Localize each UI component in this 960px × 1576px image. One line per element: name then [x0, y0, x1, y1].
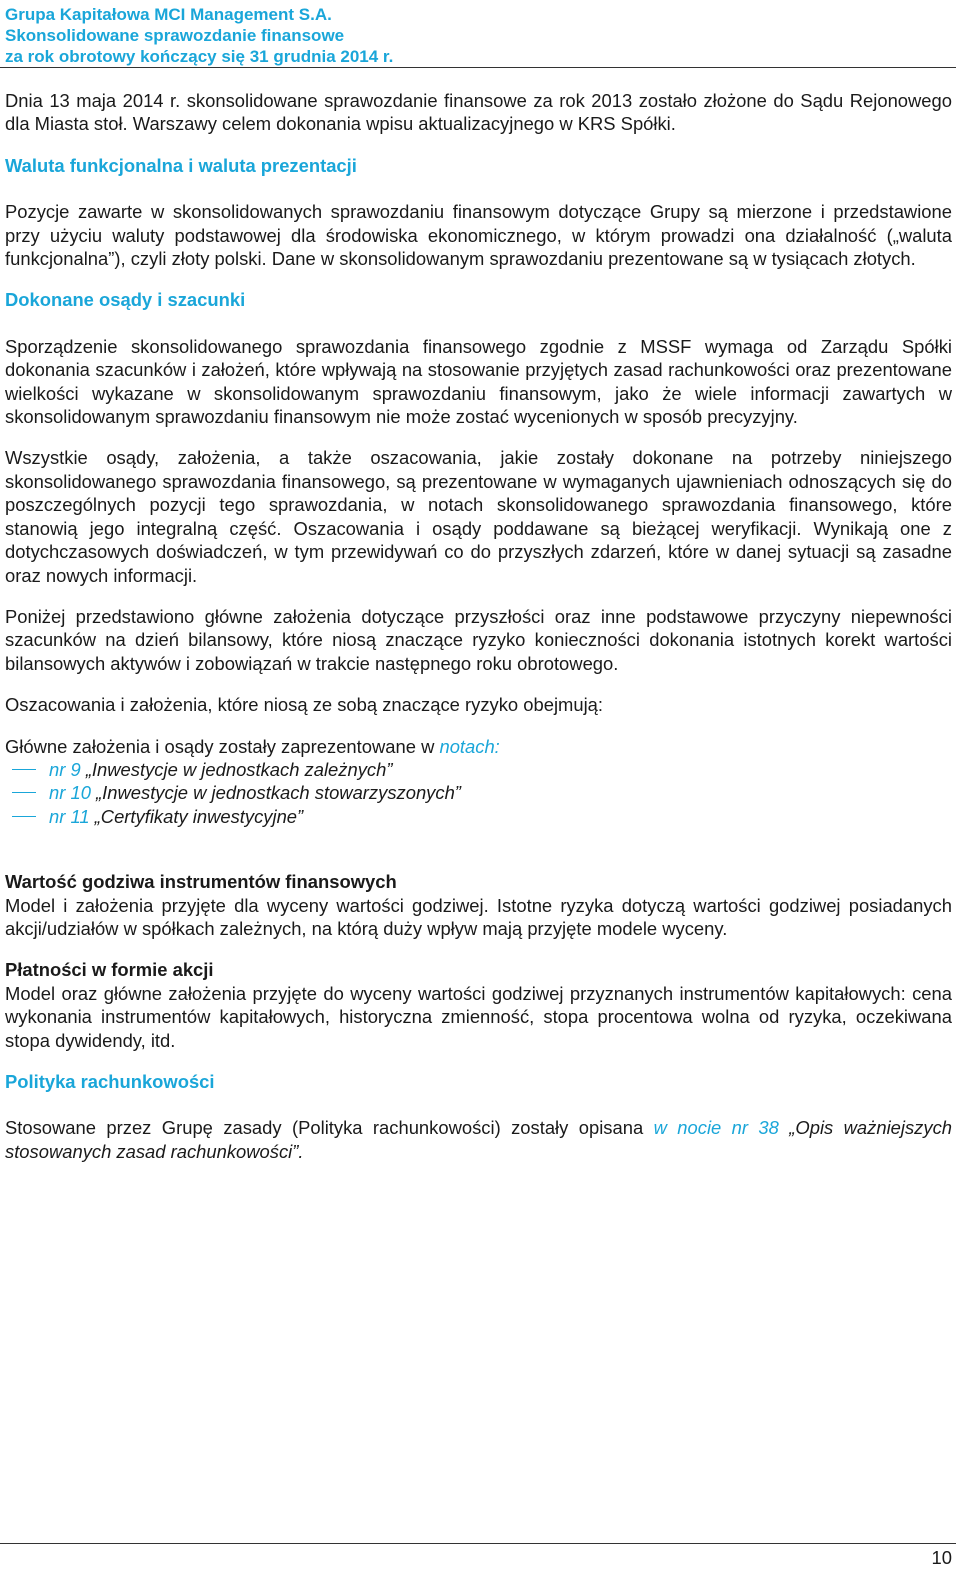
share-payments-paragraph: Model oraz główne założenia przyjęte do wyceny wartości godziwej przyznanych instrumentów kapitałowych: cena wykonania instrumentów kapitałowych, historyczna zmienność, stopa procentowa wolna od ryzyka, oczekiwana stopa dywidendy, itd. [5, 982, 952, 1051]
section-heading-policy: Polityka rachunkowości [5, 1071, 215, 1092]
dash-bullet-icon [12, 792, 36, 793]
currency-paragraph: Pozycje zawarte w skonsolidowanych sprawozdaniu finansowym dotyczące Grupy są mierzone i przedstawione przy użyciu waluty podstawowej dla środowiska ekonomicznego, w którym prowadzi ona działalność („waluta funkcjonalna”), czyli złoty polski. Dane w skonsolidowanym sprawozdaniu prezentowane są w tysiącach złotych. [5, 201, 952, 270]
note-link-10[interactable]: nr 10 [49, 782, 97, 804]
note-link-11[interactable]: nr 11 [49, 805, 95, 827]
footer-divider [0, 1543, 956, 1544]
notes-list [5, 758, 952, 828]
note-title: „Certyfikaty inwestycyjne” [94, 805, 304, 827]
policy-text: Stosowane przez Grupę zasady (Polityka rachunkowości) zostały opisana [5, 1117, 654, 1139]
page-header [5, 4, 955, 67]
notes-intro-text: Główne założenia i osądy zostały zaprezentowane w [5, 735, 440, 757]
dash-bullet-icon [12, 816, 36, 817]
intro-paragraph: Dnia 13 maja 2014 r. skonsolidowane sprawozdanie finansowe za rok 2013 zostało złożone do Sądu Rejonowego dla Miasta stoł. Warszawy celem dokonania wpisu aktualizacyjnego w KRS Spółki. [5, 90, 952, 135]
header-divider [0, 67, 956, 68]
section-heading-estimates: Dokonane osądy i szacunki [5, 289, 246, 311]
document-body [5, 89, 952, 1181]
note-title: „Inwestycje w jednostkach stowarzyszonych” [96, 782, 461, 804]
header-period: za rok obrotowy kończący się 31 grudnia 2014 r. [5, 47, 394, 66]
estimates-paragraph-4: Oszacowania i założenia, które niosą ze sobą znaczące ryzyko obejmują: [5, 694, 604, 716]
notes-link[interactable]: notach: [439, 735, 500, 757]
list-item [5, 758, 952, 781]
header-company: Grupa Kapitałowa MCI Management S.A. [5, 5, 332, 24]
header-document-title: Skonsolidowane sprawozdanie finansowe [5, 26, 345, 45]
note-title: „Inwestycje w jednostkach zależnych” [85, 758, 393, 780]
fair-value-paragraph: Model i założenia przyjęte dla wyceny wartości godziwej. Istotne ryzyka dotyczą wartości godziwej posiadanych akcji/udziałów w spółkach zależnych, na którą duży wpływ mają przyjęte modele wyceny. [5, 894, 952, 939]
note-link-9[interactable]: nr 9 [49, 758, 86, 780]
policy-note-link[interactable]: w nocie nr 38 [653, 1117, 779, 1139]
dash-bullet-icon [12, 769, 36, 770]
estimates-paragraph-2: Wszystkie osądy, założenia, a także oszacowania, jakie zostały dokonane na potrzeby niniejszego skonsolidowanego sprawozdania finansowego, są prezentowane w wymaganych ujawnieniach odnoszących się do poszczególnych pozycji tego sprawozdania, w notach skonsolidowanego sprawozdania finansowego, które stanowią jego integralną część. Oszacowania i osądy poddawane są bieżącej weryfikacji. Wynikają one z dotychczasowych doświadczeń, w tym przewidywań co do przyszłych zdarzeń, które w danej sytuacji są zasadne oraz nowych informacji. [5, 447, 952, 586]
estimates-paragraph-3: Poniżej przedstawiono główne założenia dotyczące przyszłości oraz inne podstawowe przyczyny niepewności szacunków na dzień bilansowy, które niosą znaczące ryzyko konieczności dokonania istotnych korekt wartości bilansowych aktywów i zobowiązań w trakcie następnego roku obrotowego. [5, 605, 952, 674]
subheading-share-payments: Płatności w formie akcji [5, 959, 214, 981]
list-item [5, 805, 952, 828]
policy-paragraph [5, 1116, 952, 1163]
section-heading-currency: Waluta funkcjonalna i waluta prezentacji [5, 154, 357, 176]
estimates-paragraph-5 [5, 735, 952, 758]
subheading-fair-value: Wartość godziwa instrumentów finansowych [5, 871, 397, 893]
list-item [5, 781, 952, 804]
estimates-paragraph-1: Sporządzenie skonsolidowanego sprawozdania finansowego zgodnie z MSSF wymaga od Zarządu Spółki dokonania szacunków i założeń, które wpływają na stosowanie przyjętych zasad rachunkowości oraz prezentowane wielkości wykazane w skonsolidowanym sprawozdaniu finansowym, jako że wiele informacji zawartych w skonsolidowanym sprawozdaniu finansowym nie może zostać wycenionych w sposób precyzyjny. [5, 335, 952, 428]
policy-note-title: „Opis ważniejszych stosowanych zasad rachunkowości”. [5, 1117, 952, 1162]
page-number: 10 [931, 1547, 952, 1568]
